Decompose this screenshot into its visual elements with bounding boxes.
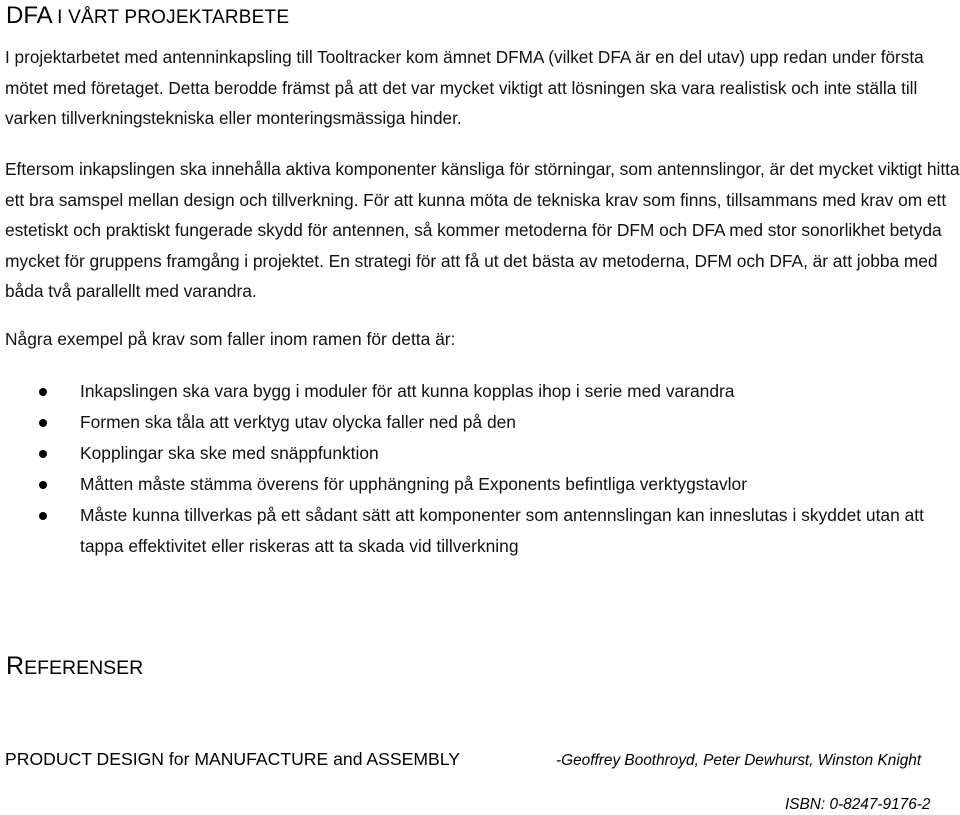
list-item-text: Måtten måste stämma överens för upphängning på Exponents befintliga verktygstavlor (80, 474, 748, 494)
reference-authors: -Geoffrey Boothroyd, Peter Dewhurst, Winston Knight (556, 752, 922, 769)
list-item-text: Måste kunna tillverkas på ett sådant sätt att komponenter som antennslingan kan inneslutas i skyddet utan att tappa effektivitet eller riskeras att ta skada vid tillverkning (80, 505, 924, 556)
paragraph-intro: I projektarbetet med antenninkapsling till Tooltracker kom ämnet DFMA (vilket DFA är en del utav) upp redan under första mötet med företaget. Detta berodde främst på att det var mycket viktigt att lösningen ska vara realistisk och inte ställa till varken tillverkningstekniska eller monteringsmässiga hinder. (5, 47, 924, 128)
heading-initial: R (6, 652, 25, 680)
reference-isbn: ISBN: 0-8247-9176-2 (785, 796, 931, 813)
section-heading-dfa (6, 0, 289, 35)
bullet-icon (39, 419, 47, 427)
paragraph-examples-lead: Några exempel på krav som faller inom ramen för detta är: (5, 329, 456, 349)
requirements-list (0, 376, 960, 562)
bullet-icon (39, 388, 47, 396)
list-item (0, 376, 960, 407)
reference-title: PRODUCT DESIGN for MANUFACTURE and ASSEMBLY (5, 749, 460, 769)
bullet-icon (39, 512, 47, 520)
list-item-text: Formen ska tåla att verktyg utav olycka faller ned på den (80, 412, 516, 432)
bullet-icon (39, 450, 47, 458)
section-heading-referenser (6, 648, 143, 688)
list-item (0, 469, 960, 500)
paragraph-components: Eftersom inkapslingen ska innehålla aktiva komponenter känsliga för störningar, som antennslingor, är det mycket viktigt hitta ett bra samspel mellan design och tillverkning. För att kunna möta de tekniska krav som finns, tillsammans med krav om ett estetiskt och praktiskt fungerade skydd för antennen, så kommer metoderna för DFM och DFA med stor sonorlikhet betyda mycket för gruppens framgång i projektet. En strategi för att få ut det bästa av metoderna, DFM och DFA, är att jobba med båda två parallellt med varandra. (5, 159, 960, 301)
heading-rest: I VÅRT PROJEKTARBETE (57, 7, 290, 28)
heading-rest: EFERENSER (24, 657, 144, 679)
bullet-icon (39, 481, 47, 489)
list-item (0, 500, 960, 562)
list-item (0, 407, 960, 438)
list-item-text: Kopplingar ska ske med snäppfunktion (80, 443, 379, 463)
heading-initial: DFA (6, 2, 53, 29)
list-item-text: Inkapslingen ska vara bygg i moduler för att kunna kopplas ihop i serie med varandra (80, 381, 735, 401)
list-item (0, 438, 960, 469)
